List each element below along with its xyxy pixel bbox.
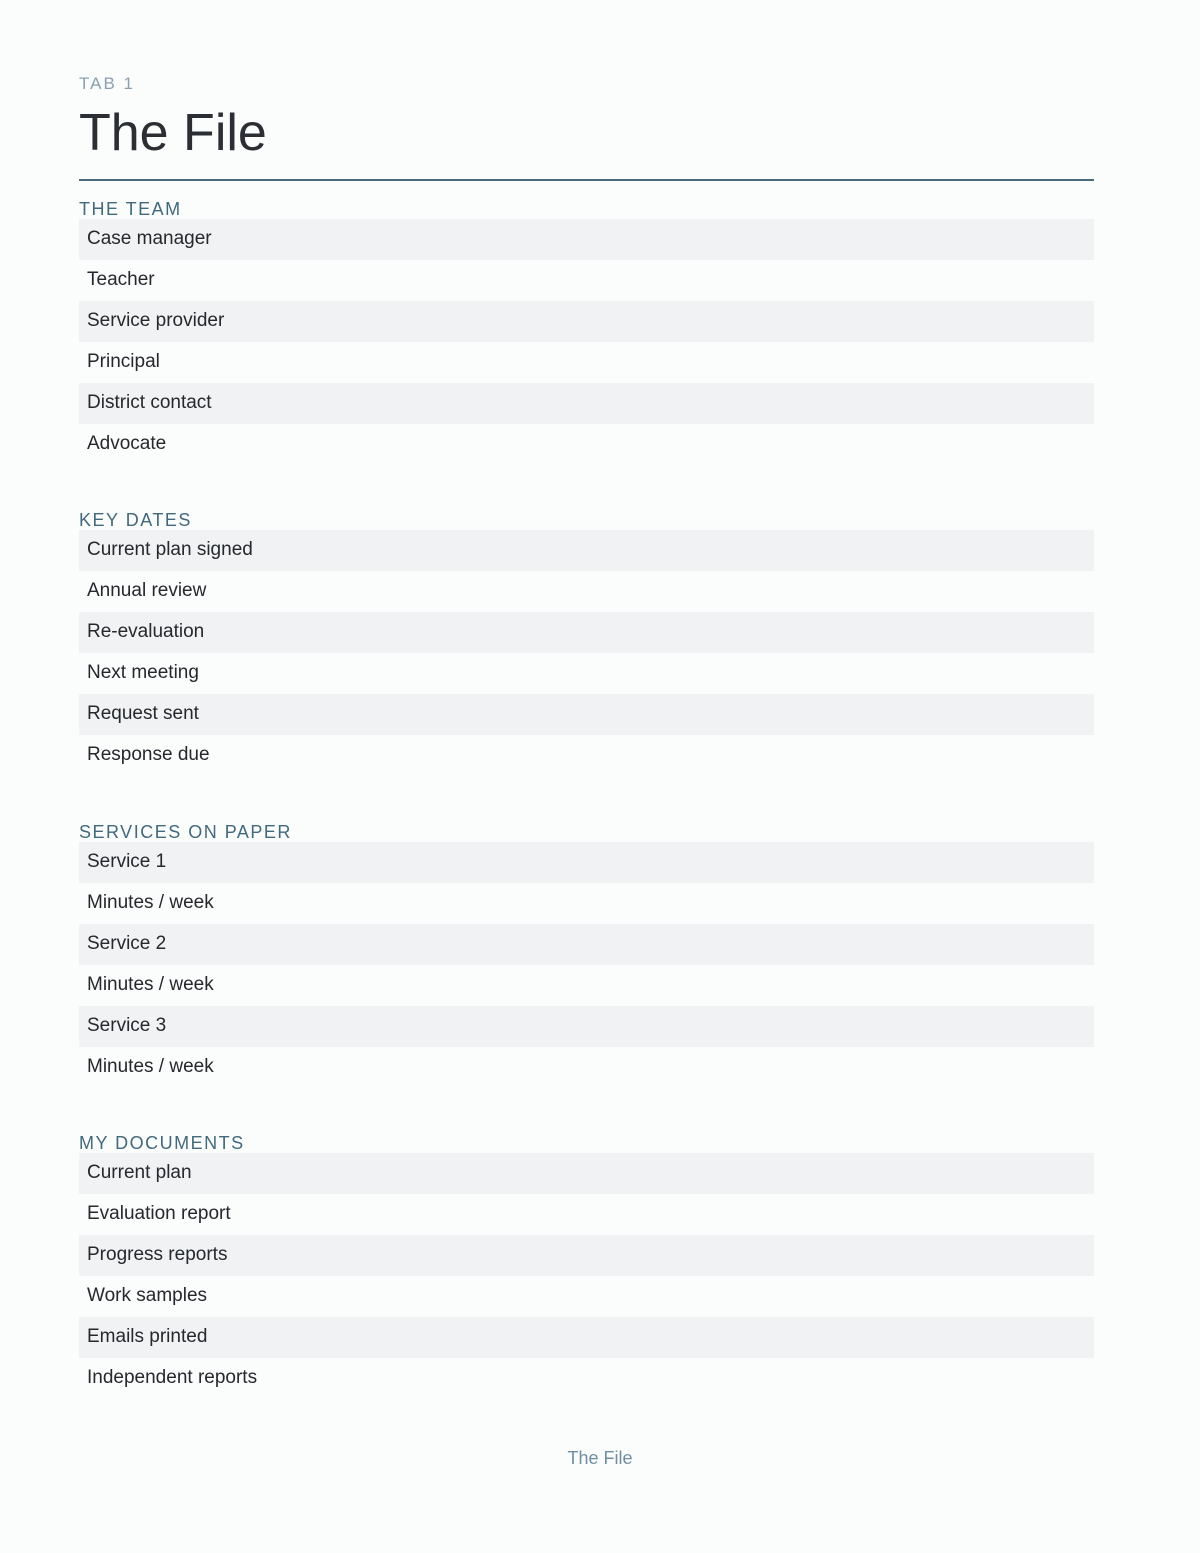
field-row[interactable] (79, 735, 1094, 776)
title-divider (79, 179, 1094, 181)
field-row[interactable] (79, 1153, 1094, 1194)
field-label: Emails printed (87, 1326, 208, 1347)
field-label: Teacher (87, 269, 155, 290)
field-label: Advocate (87, 433, 167, 454)
field-label: Service 2 (87, 933, 167, 954)
field-row[interactable] (79, 424, 1094, 465)
field-row[interactable] (79, 301, 1094, 342)
field-row[interactable] (79, 1235, 1094, 1276)
field-row[interactable] (79, 694, 1094, 735)
field-row[interactable] (79, 1047, 1094, 1088)
section-heading: THE TEAM (79, 199, 182, 219)
section-services-on-paper (79, 822, 1094, 1088)
page-footer: The File (567, 1448, 633, 1468)
field-label: Next meeting (87, 662, 199, 683)
field-row[interactable] (79, 530, 1094, 571)
section-heading: MY DOCUMENTS (79, 1133, 245, 1153)
field-label: Current plan (87, 1162, 192, 1183)
field-row[interactable] (79, 383, 1094, 424)
field-row[interactable] (79, 1317, 1094, 1358)
page-title: The File (79, 104, 267, 162)
field-row[interactable] (79, 1194, 1094, 1235)
field-row[interactable] (79, 260, 1094, 301)
field-label: Minutes / week (87, 892, 214, 913)
field-label: Re-evaluation (87, 621, 205, 642)
field-row[interactable] (79, 653, 1094, 694)
field-row[interactable] (79, 883, 1094, 924)
field-label: Service 1 (87, 851, 167, 872)
section-the-team (79, 199, 1094, 465)
tab-label: TAB 1 (79, 74, 135, 93)
field-row[interactable] (79, 612, 1094, 653)
field-row[interactable] (79, 219, 1094, 260)
field-row[interactable] (79, 1358, 1094, 1399)
section-key-dates (79, 510, 1094, 776)
field-label: Service 3 (87, 1015, 167, 1036)
section-heading: KEY DATES (79, 510, 192, 530)
field-list (79, 530, 1094, 776)
field-label: Current plan signed (87, 539, 253, 560)
field-label: Service provider (87, 310, 225, 331)
field-label: Evaluation report (87, 1203, 231, 1224)
field-label: District contact (87, 392, 212, 413)
field-row[interactable] (79, 842, 1094, 883)
field-row[interactable] (79, 571, 1094, 612)
field-label: Work samples (87, 1285, 208, 1306)
field-row[interactable] (79, 924, 1094, 965)
field-label: Principal (87, 351, 160, 372)
field-label: Case manager (87, 228, 212, 249)
field-label: Annual review (87, 580, 207, 601)
field-row[interactable] (79, 342, 1094, 383)
field-label: Minutes / week (87, 974, 214, 995)
field-label: Independent reports (87, 1367, 258, 1388)
field-label: Minutes / week (87, 1056, 214, 1077)
field-row[interactable] (79, 1006, 1094, 1047)
field-label: Progress reports (87, 1244, 228, 1265)
section-my-documents (79, 1133, 1094, 1399)
field-row[interactable] (79, 1276, 1094, 1317)
field-list (79, 1153, 1094, 1399)
field-list (79, 219, 1094, 465)
field-label: Response due (87, 744, 210, 765)
field-row[interactable] (79, 965, 1094, 1006)
field-label: Request sent (87, 703, 199, 724)
section-heading: SERVICES ON PAPER (79, 822, 292, 842)
field-list (79, 842, 1094, 1088)
